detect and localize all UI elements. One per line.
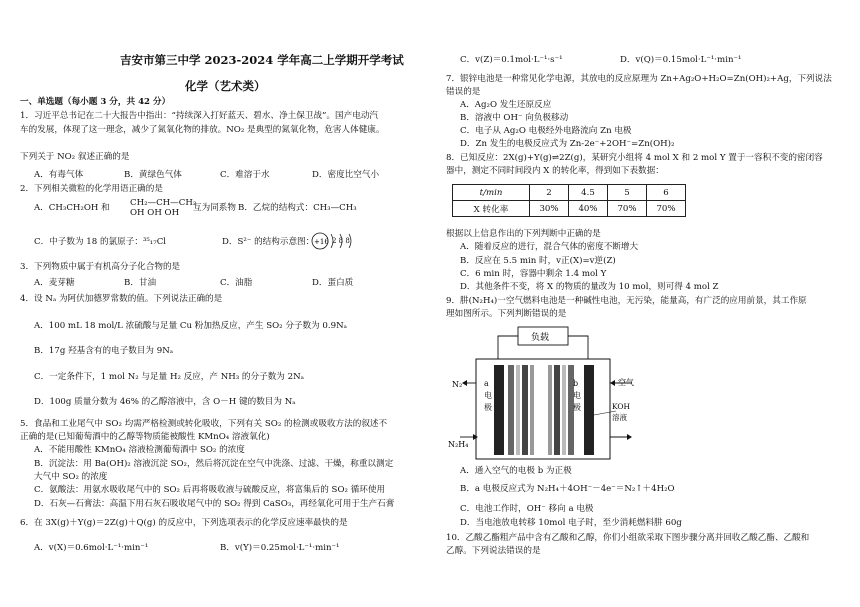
q6-option-c: C．v(Z)＝0.1mol·L⁻¹·s⁻¹ [460,55,563,65]
koh-label: KOH [612,402,631,411]
q8-line1: 8．已知反应：2X(g)+Y(g)⇌2Z(g)，某研究小组将 4 mol X 和 2 mol Y 置于一容积不变的密闭容 [446,153,823,163]
electrode-a-text: a 电 极 [484,379,492,412]
electrolyte-band [508,365,514,455]
q6-option-b: B．v(Y)＝0.25mol·L⁻¹·min⁻¹ [220,543,340,553]
q1-stem: 下列关于 NO₂ 叙述正确的是 [20,152,130,162]
q3-option-a: A．麦芽糖 [34,278,75,288]
electrode-b-text: b 电 极 [573,379,581,412]
table-row-header: t/min [453,185,530,201]
q2-option-d: D．S²⁻ 的结构示意图： [222,237,315,247]
q6-option-a: A．v(X)＝0.6mol·L⁻¹·min⁻¹ [34,543,149,553]
q1-line1: 1．习近平总书记在二十大报告中指出：“持续深入打好蓝天、碧水、净土保卫战”。国产电动汽 [20,111,379,121]
q7-line2: 错误的是 [446,87,481,97]
table-cell: 6 [647,185,686,201]
q6-option-d: D．v(Q)＝0.15mol·L⁻¹·min⁻¹ [620,55,742,65]
q8-stem: 根据以上信息作出的下列判断中正确的是 [446,229,601,239]
electrolyte-band [516,365,520,455]
q7-option-a: A．Ag₂O 发生还原反应 [460,100,552,110]
q9-line1: 9．肼(N₂H₄)一空气燃料电池是一种碱性电池，无污染，能量高，有广泛的应用前景，其工作原 [446,296,807,306]
electrolyte-band [530,365,534,455]
q7-option-d: D．Zn 发生的电极反应式为 Zn-2e⁻+2OH⁻=Zn(OH)₂ [460,139,675,149]
q4-option-c: C．一定条件下，1 mol N₂ 与足量 H₂ 反应，产 NH₃ 的分子数为 2Nₐ [34,372,304,382]
q10-line1: 10．乙酸乙酯粗产品中含有乙酸和乙醇，你们小组欲采取下图步骤分离并回收乙酸乙酯、乙酸和 [446,533,810,543]
exam-title: 吉安市第三中学 2023-2024 学年高二上学期开学考试 [120,53,404,67]
q9-line2: 理如图所示。下列判断错误的是 [446,309,567,319]
table-row [453,185,686,201]
q5-line1: 5．食品和工业尾气中 SO₂ 均需严格检测或转化吸收，下列有关 SO₂ 的检测或吸收方法的叙述不 [20,419,388,429]
q3-option-c: C．油脂 [220,278,253,288]
table-cell: 30% [530,201,569,217]
q4-option-b: B．17g 羟基含有的电子数目为 9Nₐ [34,346,174,356]
q2-option-b: B．乙烷的结构式：CH₃—CH₃ [238,203,357,213]
load-label: 负载 [531,333,550,343]
table-cell: 5 [608,185,647,201]
q8-option-d: D．其他条件不变，将 X 的物质的量改为 10 mol，则可得 4 mol Z [460,282,719,292]
q10-line2: 乙醇。下列说法错误的是 [446,546,541,556]
q9-option-a: A．通入空气的电极 b 为正极 [460,466,572,476]
q7-option-c: C．电子从 Ag₂O 电极经外电路流向 Zn 电极 [460,126,632,136]
q9-option-d: D．当电池放电转移 10mol 电子时，至少消耗燃料肼 60g [460,518,682,528]
fuel-cell-diagram [448,325,652,465]
air-label: 空气 [618,378,634,387]
section-heading: 一、单选题（每小题 3 分，共 42 分） [20,97,171,107]
exam-subtitle: 化学（艺术类） [185,79,266,93]
table-cell: 4.5 [569,185,608,201]
q8-option-a: A．随着反应的进行，混合气体的密度不断增大 [460,242,639,252]
q2-option-a: A．CH₃CH₂OH 和 [34,203,110,213]
n2-label: N₂ [452,380,463,389]
q6-stem: 6．在 3X(g)＋Y(g)＝2Z(g)＋Q(g) 的反应中，下列选项表示的化学反应速率最快的是 [20,518,348,528]
q1-option-c: C．难溶于水 [220,170,270,180]
table-cell: 2 [530,185,569,201]
q4-option-a: A．100 mL 18 mol/L 浓硫酸与足量 Cu 粉加热反应，产生 SO₂ 分子数为 0.9Nₐ [34,321,347,331]
q2-option-c: C．中子数为 18 的氯原子：³⁵₁₇Cl [34,237,167,247]
q5-option-a: A．不能用酸性 KMnO₄ 溶液检测葡萄酒中 SO₂ 的浓度 [34,445,245,455]
conversion-table [452,184,686,217]
q1-line2: 车的发展，体现了这一理念，减少了氮氧化物的排放。NO₂ 是典型的氮氧化物，危害人体健康。 [20,125,385,135]
n2h4-label: N₂H₄ [448,440,469,449]
table-row-header: X 转化率 [453,201,530,217]
electrolyte-band [554,365,560,455]
q5-option-b-line1: B．沉淀法：用 Ba(OH)₂ 溶液沉淀 SO₂，然后将沉淀在空气中洗涤、过滤、干燥，称重以测定 [34,459,394,469]
q2-option-a-tail: 互为同系物 [193,203,236,213]
q1-option-a: A．有毒气体 [34,170,84,180]
q9-option-c: C．电池工作时，OH⁻ 移向 a 电极 [460,504,594,514]
q5-option-b-line2: 大气中 SO₂ 的浓度 [34,472,108,482]
q5-line2: 正确的是(已知葡萄酒中的乙醇等物质能被酸性 KMnO₄ 溶液氧化) [20,432,270,442]
electrolyte-band [548,365,552,455]
q2-stem: 2．下列相关微粒的化学用语正确的是 [20,184,163,194]
q1-option-b: B．黄绿色气体 [124,170,182,180]
q5-option-c: C．氨酸法：用氨水吸收尾气中的 SO₂ 后再将吸收液与硫酸反应，将富集后的 SO₂ 循环使用 [34,485,386,495]
electrolyte-band [522,365,528,455]
q4-stem: 4．设 Nₐ 为阿伏加德罗常数的值。下列说法正确的是 [20,294,223,304]
q5-option-d: D．石灰—石膏法：高温下用石灰石吸收尾气中的 SO₂ 得到 CaSO₃，再经氧化可用于生产石膏 [34,499,395,509]
q3-option-b: B．甘油 [124,278,157,288]
q9-option-b: B．a 电极反应式为 N₂H₄＋4OH⁻－4e⁻＝N₂↑＋4H₂O [460,484,675,494]
q8-option-c: C．6 min 时，容器中剩余 1.4 mol Y [460,269,607,279]
table-row [453,201,686,217]
q4-option-d: D．100g 质量分数为 46% 的乙醇溶液中，含 O－H 键的数目为 Nₐ [34,397,296,407]
shell-electrons: 2 8 8 [332,237,350,245]
electrode-b-plate [584,365,594,455]
electrode-a-plate [494,365,504,455]
glycerol-structure [130,198,196,218]
nucleus-charge: +16 [314,238,329,246]
glycerol-oh-groups: OH OH OH [130,208,180,218]
table-cell: 40% [569,201,608,217]
q1-option-d: D．密度比空气小 [312,170,380,180]
q7-option-b: B．溶液中 OH⁻ 向负极移动 [460,113,569,123]
glycerol-chain: CH₂—CH—CH₂ [130,198,197,208]
q8-line2: 器中，测定不同时间段内 X 的转化率，得到如下表数据： [446,166,664,176]
table-cell: 70% [647,201,686,217]
q3-stem: 3．下列物质中属于有机高分子化合物的是 [20,262,181,272]
electrolyte-band [562,365,566,455]
q7-line1: 7．银锌电池是一种常见化学电源，其放电的反应原理为 Zn+Ag₂O+H₂O=Zn(OH)₂+Ag，下列说法 [446,74,832,84]
q3-option-d: D．蛋白质 [312,278,354,288]
table-cell: 70% [608,201,647,217]
solution-label: 溶液 [612,413,627,422]
q8-option-b: B．反应在 5.5 min 时，v正(X)=v逆(Z) [460,256,616,266]
